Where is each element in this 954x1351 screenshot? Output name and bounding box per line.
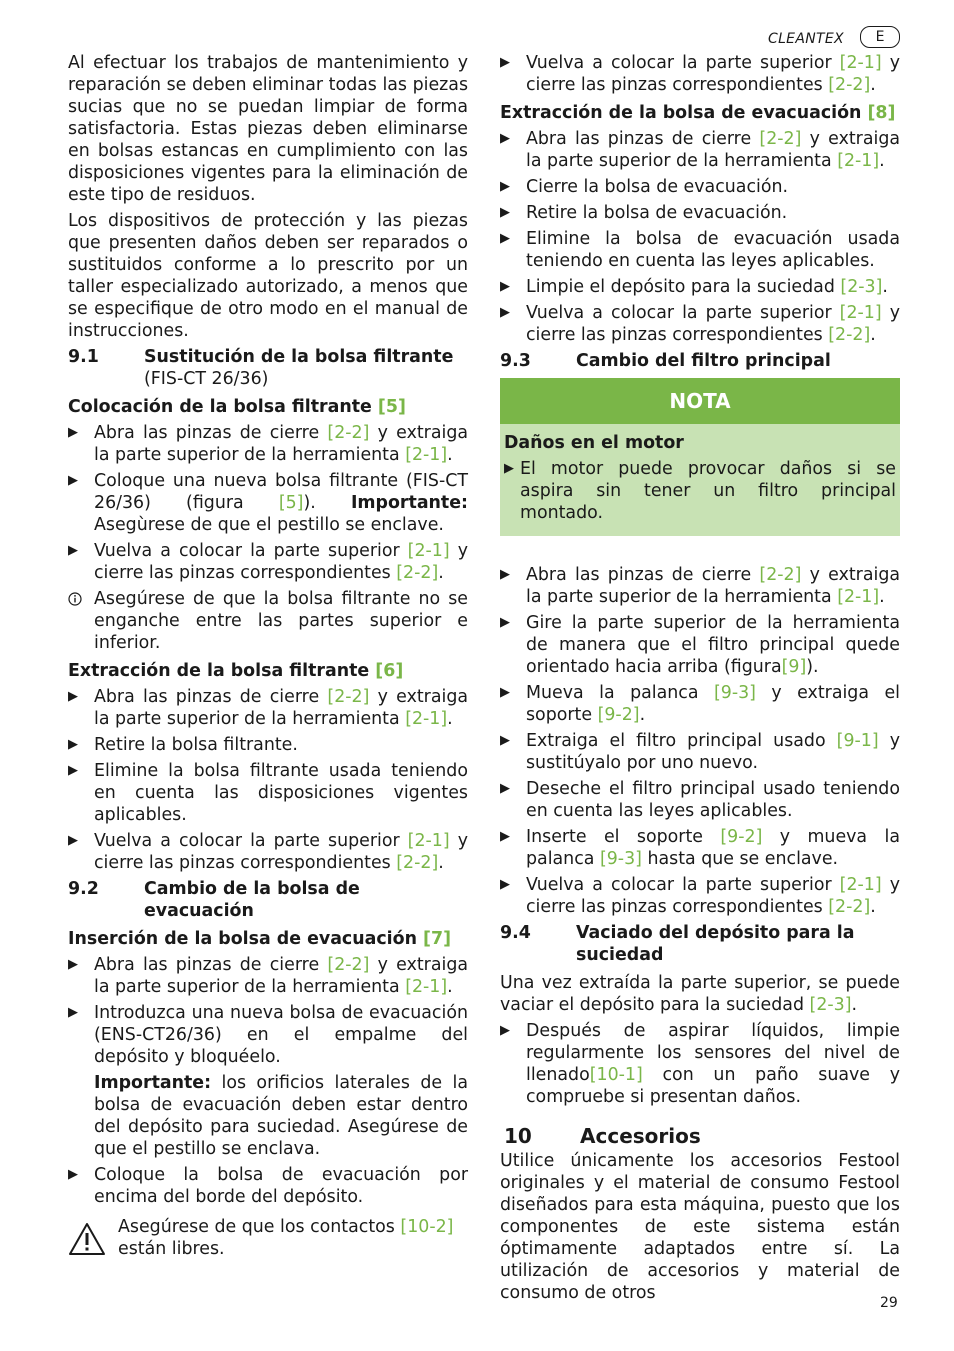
figure-ref: [2-1]: [837, 151, 880, 171]
list-item: [500, 564, 900, 608]
figure-ref: [2-1]: [839, 53, 882, 73]
section-number: 9.4: [500, 923, 531, 943]
item-text: y cierre las pinzas correspondientes: [526, 303, 900, 345]
arrow-bullet-icon: ▶: [68, 957, 78, 972]
item-text: Extraiga el filtro principal usado: [526, 731, 837, 751]
note-box: [500, 378, 900, 536]
figure-ref: [2-2]: [327, 687, 370, 707]
section-number: 10: [504, 1124, 532, 1148]
note-body: [500, 424, 900, 536]
subheading-extr: [68, 660, 468, 682]
figure-ref: [7]: [423, 929, 452, 949]
list-item: [68, 830, 468, 874]
figure-ref: [9-1]: [836, 731, 879, 751]
section-number: 9.1: [68, 347, 99, 367]
figure-ref: [2-3]: [809, 995, 852, 1015]
section-number: 9.3: [500, 351, 531, 371]
figure-ref: [6]: [375, 661, 404, 681]
arrow-bullet-icon: ▶: [500, 131, 510, 146]
item-text: Vuelva a colocar la parte superior: [94, 541, 408, 561]
list-item: [500, 874, 900, 918]
item-text: Coloque una nueva bolsa filtrante (FIS-CT 26/36) (figura: [94, 471, 468, 513]
arrow-bullet-icon: ▶: [68, 763, 78, 778]
list-item: [500, 276, 900, 298]
figure-ref: [9-2]: [720, 827, 763, 847]
arrow-bullet-icon: ▶: [500, 781, 510, 796]
arrow-bullet-icon: ▶: [68, 473, 78, 488]
item-text: y extraiga la parte superior de la herramienta: [526, 129, 901, 171]
item-text: Elimine la bolsa filtrante usada teniendo en cuenta las disposiciones vigentes aplicables.: [94, 761, 468, 825]
arrow-bullet-icon: ▶: [500, 55, 510, 70]
item-text: Elimine la bolsa de evacuación usada teniendo en cuenta las leyes aplicables.: [526, 229, 900, 271]
list-item: [500, 302, 900, 346]
list-item: [500, 682, 900, 726]
list-item: [68, 686, 468, 730]
figure-ref: [2-1]: [405, 445, 448, 465]
item-text: Inserte el soporte: [526, 827, 721, 847]
section-9-4-heading: [500, 922, 900, 966]
figure-ref: [10-1]: [589, 1065, 643, 1085]
figure-ref: [2-2]: [396, 853, 439, 873]
list-item: [68, 954, 468, 998]
warning-note: [68, 1216, 468, 1260]
important-label: Importante:: [94, 1073, 212, 1093]
arrow-bullet-icon: ▶: [504, 461, 514, 476]
list-item: [68, 422, 468, 466]
item-text: .: [447, 445, 453, 465]
list-item: [500, 52, 900, 96]
arrow-bullet-icon: ▶: [68, 737, 78, 752]
figure-ref: [9-3]: [599, 849, 642, 869]
item-text: Coloque la bolsa de evacuación por encima del borde del depósito.: [94, 1165, 468, 1207]
arrow-bullet-icon: ▶: [500, 567, 510, 582]
section-title: Accesorios: [580, 1124, 701, 1148]
item-text: y cierre las pinzas correspondientes: [94, 541, 468, 583]
arrow-bullet-icon: ▶: [68, 1167, 78, 1182]
figure-ref: [10-2]: [400, 1217, 454, 1237]
figure-ref: [2-1]: [405, 709, 448, 729]
list-item: [500, 826, 900, 870]
note-item: [504, 458, 896, 524]
item-text: Vuelva a colocar la parte superior: [526, 875, 840, 895]
right-column: [500, 52, 900, 1308]
subheading-text: Colocación de la bolsa filtrante: [68, 397, 372, 417]
item-text: Abra las pinzas de cierre: [94, 955, 328, 975]
figure-ref: [2-2]: [396, 563, 439, 583]
item-text: .: [438, 853, 444, 873]
arrow-bullet-icon: ▶: [500, 231, 510, 246]
list-item: [68, 760, 468, 826]
left-column: [68, 52, 468, 1260]
paragraph-protection-devices: Los dispositivos de protección y las piezas que presenten daños deben ser reparados o sustituidos conforme a lo prescrito por un taller especializado autorizado, a menos que se especifique de otro modo en el manual de instrucciones.: [68, 211, 468, 341]
item-text: y extraiga el soporte: [526, 683, 900, 725]
figure-ref: [2-3]: [840, 277, 883, 297]
section-title: Vaciado del depósito para la suciedad: [576, 923, 855, 965]
figure-ref: [2-2]: [828, 325, 871, 345]
item-text: .: [870, 897, 876, 917]
section-title: Cambio del filtro principal: [576, 351, 831, 371]
subheading-text: Inserción de la bolsa de evacuación: [68, 929, 417, 949]
item-text: .: [882, 277, 888, 297]
arrow-bullet-icon: ▶: [500, 685, 510, 700]
figure-ref: [2-1]: [839, 303, 882, 323]
list-item: [68, 734, 468, 756]
list-item: [500, 778, 900, 822]
paragraph-maintenance: Al efectuar los trabajos de mantenimiento y reparación se deben eliminar todas las piezas sucias que no se puedan limpiar de forma satisfactoria. Estas piezas deben eliminarse en bolsas estancas en cumplimiento con las disposiciones vigentes para la eliminación de este tipo de residuos.: [68, 53, 468, 205]
list-item: [500, 228, 900, 272]
subheading-text: Extracción de la bolsa filtrante: [68, 661, 370, 681]
item-text: Vuelva a colocar la parte superior: [94, 831, 408, 851]
figure-ref: [2-1]: [407, 831, 450, 851]
info-text: Asegúrese de que la bolsa filtrante no se enganche entre las partes superior e inferior.: [94, 589, 468, 653]
subheading-text: Extracción de la bolsa de evacuación: [500, 103, 862, 123]
item-text: Una vez extraída la parte superior, se puede vaciar el depósito para la suciedad: [500, 973, 900, 1015]
list-item: [500, 176, 900, 198]
item-text: ).: [806, 657, 819, 677]
list-item: [68, 470, 468, 536]
arrow-bullet-icon: ▶: [500, 877, 510, 892]
section-9-3-heading: [500, 350, 900, 372]
arrow-bullet-icon: ▶: [68, 543, 78, 558]
list-item: [500, 128, 900, 172]
section-9-1-heading: [68, 346, 468, 390]
item-text: Vuelva a colocar la parte superior: [526, 303, 840, 323]
header-title: CLEANTEX: [768, 31, 844, 47]
item-text: y sustitúyalo por uno nuevo.: [526, 731, 900, 773]
list-item: [68, 540, 468, 584]
figure-ref: [8]: [867, 103, 896, 123]
item-text: .: [851, 995, 858, 1015]
item-text: Abra las pinzas de cierre: [526, 129, 760, 149]
subheading-ins: [68, 928, 468, 950]
figure-ref: [9-2]: [597, 705, 640, 725]
item-text: Vuelva a colocar la parte superior: [526, 53, 840, 73]
list-item: [500, 202, 900, 224]
item-text: y extraiga la parte superior de la herramienta: [526, 565, 901, 607]
item-text: y cierre las pinzas correspondientes: [526, 53, 900, 95]
section-subtitle: (FIS-CT 26/36): [144, 369, 269, 389]
item-text: y cierre las pinzas correspondientes: [94, 831, 468, 873]
item-text: Retire la bolsa de evacuación.: [526, 203, 788, 223]
figure-ref: [2-1]: [837, 587, 880, 607]
item-text: y cierre las pinzas correspondientes: [526, 875, 900, 917]
item-text: .: [879, 151, 885, 171]
item-text: con un paño suave y compruebe si presentan daños.: [526, 1065, 900, 1107]
list-item: [68, 1002, 468, 1068]
arrow-bullet-icon: ▶: [68, 689, 78, 704]
info-icon: [68, 588, 82, 614]
paragraph-accessories: Utilice únicamente los accesorios Festool originales y el material de consumo Festool diseñados para esta máquina, puesto que los componentes de este sistema están óptimamente adaptados entre sí. La utilización de accesorios y material de consumo de otros: [500, 1151, 900, 1303]
page-number: 29: [880, 1295, 898, 1311]
arrow-bullet-icon: ▶: [500, 279, 510, 294]
section-10-heading: [504, 1124, 900, 1148]
note-title: Daños en el motor: [504, 433, 684, 453]
item-text: .: [438, 563, 444, 583]
section-title: Cambio de la bolsa de evacuación: [144, 879, 360, 921]
item-text: Después de aspirar líquidos, limpie regularmente los sensores del nivel de llenado: [526, 1021, 900, 1085]
item-text: y extraiga la parte superior de la herramienta: [94, 955, 469, 997]
important-label: Importante:: [350, 493, 468, 513]
arrow-bullet-icon: ▶: [500, 1023, 510, 1038]
item-text: Asegùrese de que el pestillo se enclave.: [94, 515, 444, 535]
figure-ref: [5]: [377, 397, 406, 417]
warning-triangle-icon: [68, 1222, 106, 1256]
list-item: [500, 1020, 900, 1108]
section-number: 9.2: [68, 879, 99, 899]
item-text: Introduzca una nueva bolsa de evacuación (ENS-CT26/36) en el empalme del depósito y bloquéelo.: [94, 1003, 468, 1067]
paragraph-empty-container: [500, 972, 900, 1016]
item-text: los orificios laterales de la bolsa de evacuación deben estar dentro del depósito para suciedad. Asegúrese de que el pestillo se enclava.: [94, 1073, 468, 1159]
figure-ref: [2-2]: [327, 423, 370, 443]
item-text: Deseche el filtro principal usado teniendo en cuenta las leyes aplicables.: [526, 779, 900, 821]
figure-ref: [2-2]: [759, 565, 802, 585]
note-heading: NOTA: [500, 378, 900, 424]
note-text: El motor puede provocar daños si se aspira sin tener un filtro principal montado.: [520, 459, 896, 523]
list-item: [500, 612, 900, 678]
arrow-bullet-icon: ▶: [68, 1005, 78, 1020]
arrow-bullet-icon: ▶: [68, 425, 78, 440]
item-text: Abra las pinzas de cierre: [526, 565, 760, 585]
subheading-extr2: [500, 102, 900, 124]
language-badge: E: [860, 26, 900, 48]
list-item: [500, 730, 900, 774]
item-text: y extraiga la parte superior de la herramienta: [94, 423, 469, 465]
item-text: Retire la bolsa filtrante.: [94, 735, 298, 755]
item-text: .: [879, 587, 885, 607]
item-text: Abra las pinzas de cierre: [94, 423, 328, 443]
section-title: Sustitución de la bolsa filtrante: [144, 347, 454, 367]
figure-ref: [2-1]: [407, 541, 450, 561]
item-text: Limpie el depósito para la suciedad: [526, 277, 841, 297]
item-text: .: [870, 75, 876, 95]
arrow-bullet-icon: ▶: [500, 733, 510, 748]
item-text: .: [639, 705, 646, 725]
item-text: y extraiga la parte superior de la herramienta: [94, 687, 469, 729]
figure-ref: [9-3]: [713, 683, 756, 703]
item-text: Abra las pinzas de cierre: [94, 687, 328, 707]
item-text: Cierre la bolsa de evacuación.: [526, 177, 789, 197]
warning-text: Asegúrese de que los contactos: [118, 1217, 401, 1237]
arrow-bullet-icon: ▶: [500, 205, 510, 220]
figure-ref: [2-2]: [828, 75, 871, 95]
figure-ref: [2-2]: [828, 897, 871, 917]
item-text: y mueva la palanca: [526, 827, 900, 869]
arrow-bullet-icon: ▶: [500, 829, 510, 844]
info-note: [68, 588, 468, 654]
arrow-bullet-icon: ▶: [68, 833, 78, 848]
figure-ref: [2-2]: [759, 129, 802, 149]
figure-ref: [2-2]: [327, 955, 370, 975]
subheading-coloc: [68, 396, 468, 418]
item-text: .: [447, 709, 453, 729]
figure-ref: [5]: [278, 493, 304, 513]
arrow-bullet-icon: ▶: [500, 305, 510, 320]
important-note: [68, 1072, 468, 1160]
item-text: Mueva la palanca: [526, 683, 714, 703]
list-item: [68, 1164, 468, 1208]
section-9-2-heading: [68, 878, 468, 922]
arrow-bullet-icon: ▶: [500, 615, 510, 630]
item-text: hasta que se enclave.: [641, 849, 839, 869]
figure-ref: [2-1]: [405, 977, 448, 997]
figure-ref: [9]: [781, 657, 807, 677]
item-text: ).: [303, 493, 351, 513]
item-text: .: [870, 325, 876, 345]
arrow-bullet-icon: ▶: [500, 179, 510, 194]
item-text: Gire la parte superior de la herramienta de manera que el filtro principal quede orientado hacia arriba (figura: [526, 613, 900, 677]
figure-ref: [2-1]: [839, 875, 882, 895]
warning-text: están libres.: [118, 1239, 225, 1259]
item-text: .: [447, 977, 453, 997]
